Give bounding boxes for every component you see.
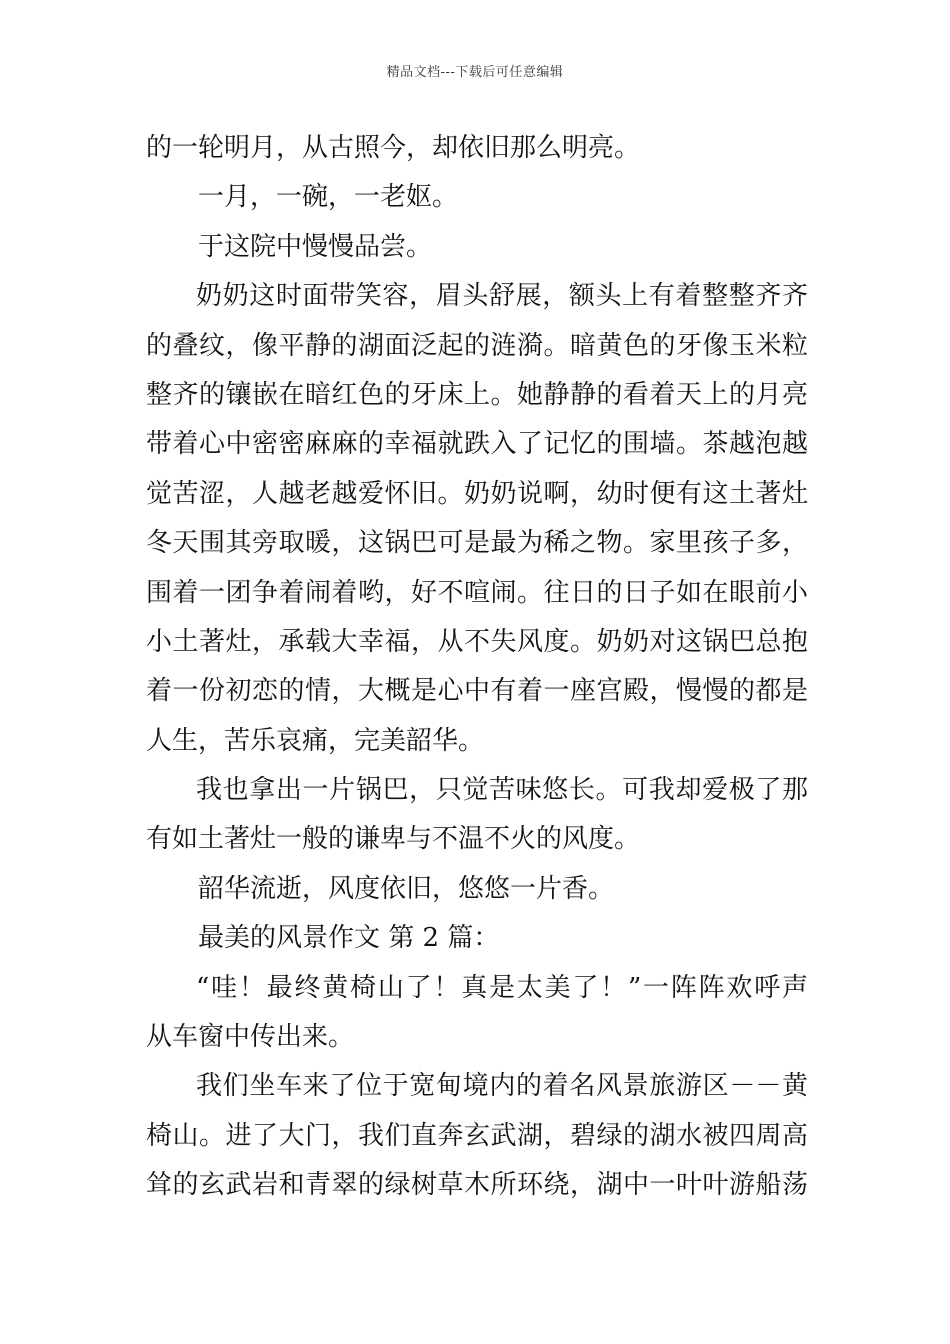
text-line: “哇！最终黄椅山了！真是太美了！”一阵阵欢呼声 <box>196 972 808 1003</box>
text-line: 的叠纹，像平静的湖面泛起的涟漪。暗黄色的牙像玉米粒 <box>146 330 808 361</box>
text-line: 带着心中密密麻麻的幸福就跌入了记忆的围墙。茶越泡越 <box>146 429 808 460</box>
text-line: 小土著灶，承载大幸福，从不失风度。奶奶对这锅巴总抱 <box>146 626 808 657</box>
text-line: 奶奶这时面带笑容，眉头舒展，额头上有着整整齐齐 <box>196 281 808 312</box>
text-line: 一月，一碗，一老妪。 <box>198 182 459 213</box>
text-line: 整齐的镶嵌在暗红色的牙床上。她静静的看着天上的月亮 <box>146 379 808 410</box>
text-line: 的一轮明月，从古照今，却依旧那么明亮。 <box>146 133 641 163</box>
text-line: 我们坐车来了位于宽甸境内的着名风景旅游区－－黄 <box>196 1071 808 1102</box>
text-line: 着一份初恋的情，大概是心中有着一座宫殿，慢慢的都是 <box>146 676 808 707</box>
text-line: 韶华流逝，风度依旧，悠悠一片香。 <box>198 873 615 904</box>
text-line: 冬天围其旁取暖，这锅巴可是最为稀之物。家里孩子多， <box>146 528 808 559</box>
page-header: 精品文档---下载后可任意编辑 <box>386 65 564 80</box>
text-line: 人生，苦乐哀痛，完美韶华。 <box>146 725 485 756</box>
text-line: 有如土著灶一般的谦卑与不温不火的风度。 <box>146 824 641 855</box>
text-line: 椅山。进了大门，我们直奔玄武湖，碧绿的湖水被四周高 <box>146 1120 808 1151</box>
section-heading: 最美的风景作文 第 2 篇： <box>198 923 500 954</box>
text-line: 我也拿出一片锅巴，只觉苦味悠长。可我却爱极了那 <box>196 775 808 806</box>
text-line: 觉苦涩，人越老越爱怀旧。奶奶说啊，幼时便有这土著灶 <box>146 478 808 509</box>
text-line: 耸的玄武岩和青翠的绿树草木所环绕，湖中一叶叶游船荡 <box>146 1170 808 1201</box>
document-body <box>146 124 808 1211</box>
text-line: 围着一团争着闹着哟，好不喧闹。往日的日子如在眼前小 <box>146 577 808 608</box>
text-line: 于这院中慢慢品尝。 <box>198 231 433 262</box>
text-line: 从车窗中传出来。 <box>146 1022 355 1053</box>
